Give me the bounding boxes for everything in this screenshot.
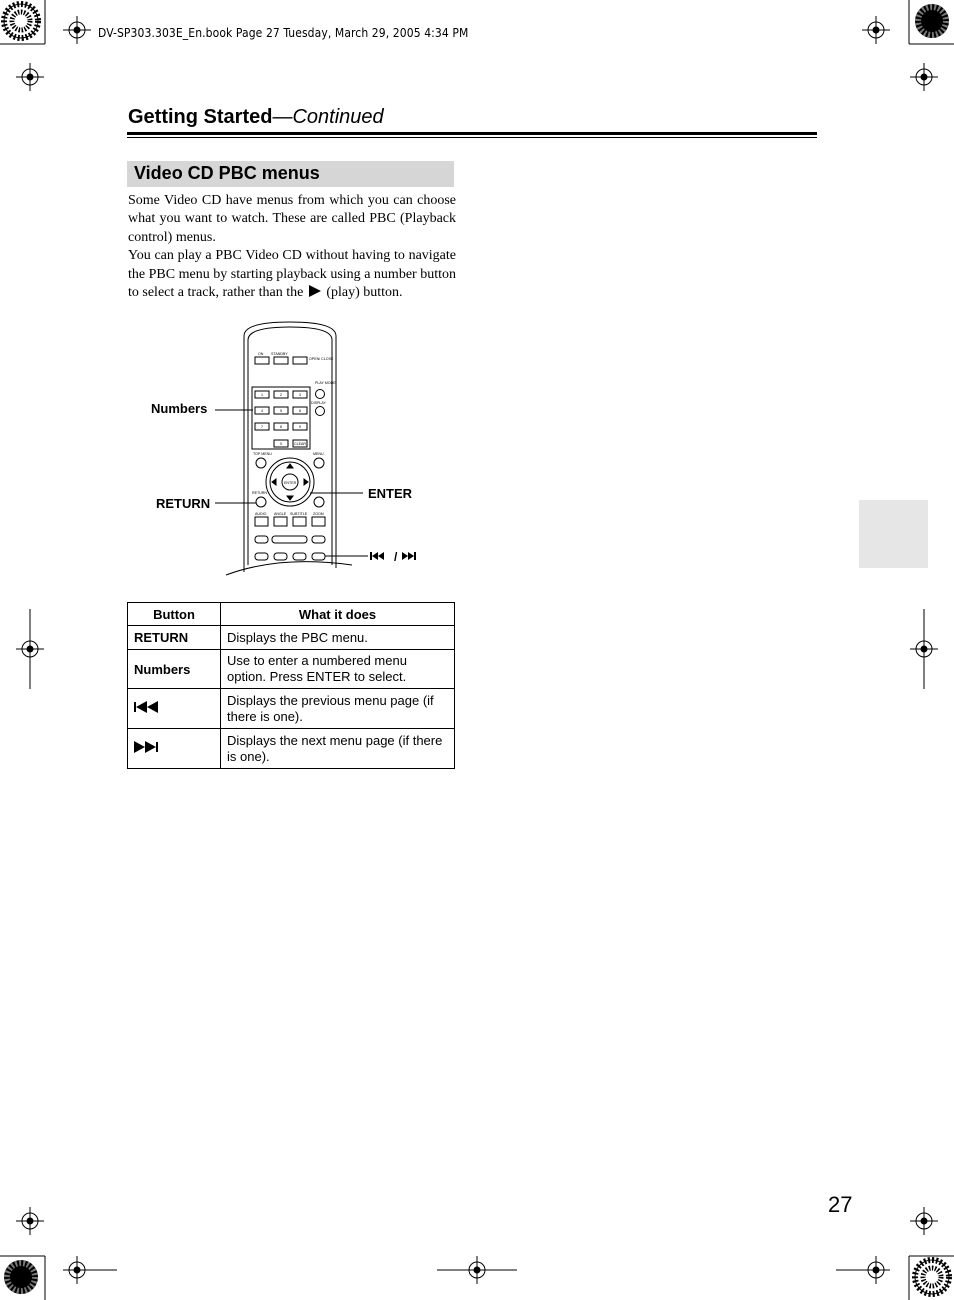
chapter-side-tab xyxy=(859,500,928,568)
remote-label-top-menu: TOP MENU xyxy=(253,452,272,456)
table-cell-button xyxy=(128,729,221,769)
body-paragraph-2 xyxy=(128,247,456,302)
title-rule-thick xyxy=(127,132,817,135)
remote-digit-0: 0 xyxy=(280,442,282,446)
body-paragraph-2-end: (play) button. xyxy=(326,285,403,301)
title-rule-thin xyxy=(127,137,817,138)
remote-label-open-close: OPEN/ CLOSE xyxy=(309,357,334,361)
remote-label-on: ON xyxy=(258,352,264,356)
callout-numbers: Numbers xyxy=(151,401,208,416)
page-number: 27 xyxy=(828,1192,853,1217)
section-heading: Video CD PBC menus xyxy=(134,163,320,183)
page-title xyxy=(128,106,384,129)
remote-label-enter: ENTER xyxy=(284,481,297,485)
table-cell-button xyxy=(128,689,221,729)
table-cell-button: RETURN xyxy=(128,626,221,650)
remote-digit-6: 6 xyxy=(299,409,301,413)
remote-label-display: DISPLAY xyxy=(311,401,326,405)
body-paragraph-1: Some Video CD have menus from which you can choose what you want to watch. These are called PBC (Playback control) menus. xyxy=(128,193,456,245)
play-icon xyxy=(309,285,321,297)
remote-digit-3: 3 xyxy=(299,393,301,397)
table-header-row xyxy=(128,603,455,626)
table-row xyxy=(128,626,455,650)
page-title-main: Getting Started xyxy=(128,106,273,128)
skip-callout-separator: / xyxy=(394,550,398,564)
remote-digit-8: 8 xyxy=(280,425,282,429)
remote-digit-4: 4 xyxy=(261,409,263,413)
callout-return: RETURN xyxy=(156,496,211,511)
skip-prev-next-callout-icon xyxy=(370,552,416,560)
remote-digit-5: 5 xyxy=(280,409,282,413)
table-header-what-it-does: What it does xyxy=(221,603,455,626)
remote-digit-7: 7 xyxy=(261,425,263,429)
remote-digit-2: 2 xyxy=(280,393,282,397)
table-header-button: Button xyxy=(128,603,221,626)
remote-label-angle: ANGLE xyxy=(274,512,287,516)
remote-label-menu: MENU xyxy=(313,452,324,456)
remote-label-zoom: ZOOM xyxy=(313,512,324,516)
remote-label-audio: AUDIO xyxy=(255,512,267,516)
table-cell-desc: Displays the next menu page (if there is one). xyxy=(221,729,455,769)
print-header: DV-SP303.303E_En.book Page 27 Tuesday, March 29, 2005 4:34 PM xyxy=(98,26,469,40)
skip-previous-icon xyxy=(134,701,162,713)
body-paragraph-2-start: You can play a PBC Video CD without having to navigate the PBC menu by starting playback using a number button to select a track, rather than the xyxy=(128,248,456,301)
table-row xyxy=(128,729,455,769)
remote-label-clear: CLEAR xyxy=(294,442,306,446)
number-buttons xyxy=(255,391,307,447)
remote-label-subtitle: SUBTITLE xyxy=(290,512,308,516)
table-row xyxy=(128,650,455,689)
section-body xyxy=(128,192,456,302)
table-cell-desc: Displays the previous menu page (if there is one). xyxy=(221,689,455,729)
remote-label-standby: STANDBY xyxy=(271,352,288,356)
skip-next-icon xyxy=(134,741,162,753)
callout-enter: ENTER xyxy=(368,486,413,501)
page-title-continued: —Continued xyxy=(272,106,384,128)
table-cell-desc: Use to enter a numbered menu option. Press ENTER to select. xyxy=(221,650,455,689)
remote-digit-9: 9 xyxy=(299,425,301,429)
remote-label-return: RETURN xyxy=(252,491,267,495)
table-cell-button: Numbers xyxy=(128,650,221,689)
table-cell-desc: Displays the PBC menu. xyxy=(221,626,455,650)
remote-control-figure xyxy=(140,315,440,585)
table-row xyxy=(128,689,455,729)
remote-label-play-mode: PLAY MODE xyxy=(315,381,336,385)
remote-digit-1: 1 xyxy=(261,393,263,397)
button-function-table xyxy=(127,602,455,769)
